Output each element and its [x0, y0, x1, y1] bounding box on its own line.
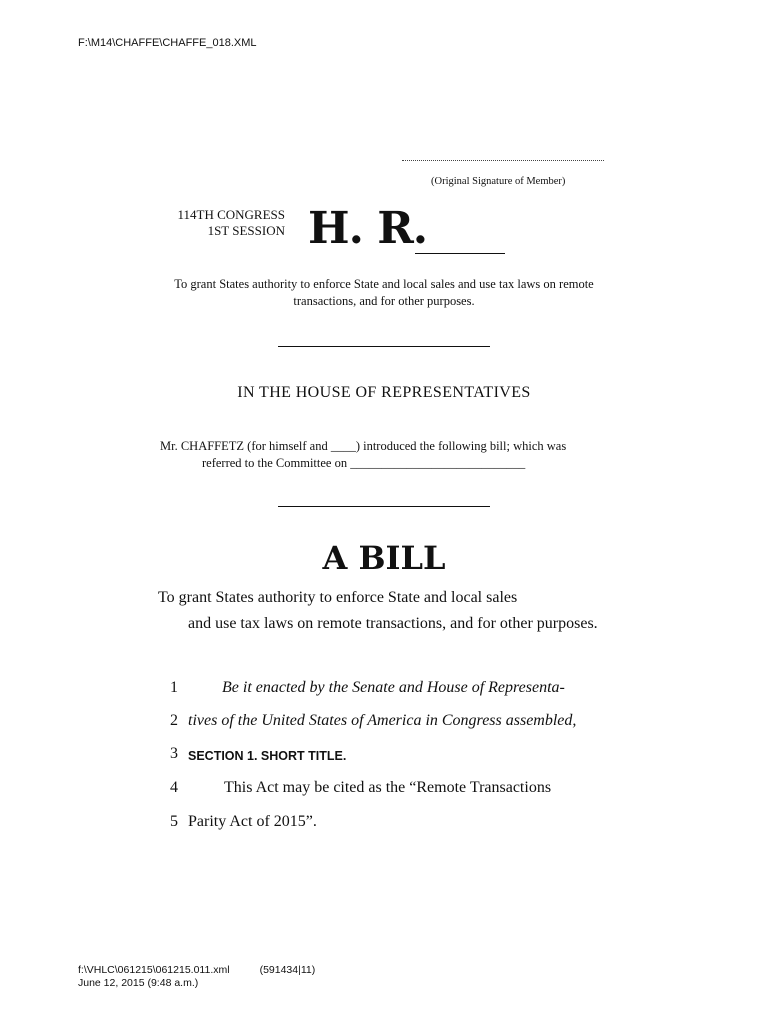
introduction-line-1: Mr. CHAFFETZ (for himself and ____) introduced the following bill; which was [160, 439, 567, 453]
chamber-heading: IN THE HOUSE OF REPRESENTATIVES [237, 384, 531, 401]
long-title-first: To grant States authority to enforce State and local sales [158, 589, 518, 606]
session-label: 1ST SESSION [207, 223, 285, 238]
short-title-line-1: This Act may be cited as the “Remote Transactions [224, 779, 552, 796]
introduction-line-2: referred to the Committee on ____________________________ [202, 456, 526, 470]
line-number: 4 [170, 779, 178, 796]
signature-line [402, 160, 604, 161]
bill-heading: A BILL [322, 539, 446, 577]
footer-id: (591434|11) [259, 964, 316, 976]
bill-number: H. R. [308, 203, 428, 254]
enacting-clause-line-1: Be it enacted by the Senate and House of Representa- [222, 679, 565, 696]
congress-session [158, 207, 285, 239]
footer-timestamp: June 12, 2015 (9:48 a.m.) [78, 977, 199, 989]
divider-top [278, 346, 490, 347]
line-number: 2 [170, 712, 178, 729]
divider-bottom [278, 506, 490, 507]
purpose-summary: To grant States authority to enforce State and local sales and use tax laws on remote transactions, and for other purposes. [174, 277, 594, 308]
long-title [158, 585, 610, 637]
footer [78, 964, 315, 990]
line-number: 1 [170, 679, 178, 696]
line-number: 3 [170, 745, 178, 762]
signature-caption: (Original Signature of Member) [431, 176, 566, 187]
enacting-clause-line-2: tives of the United States of America in Congress assembled, [188, 712, 577, 729]
short-title-line-2: Parity Act of 2015”. [188, 813, 317, 830]
footer-file: f:\VHLC\061215\061215.011.xml [78, 964, 230, 976]
congress-label: 114TH CONGRESS [177, 207, 285, 222]
section-heading: SECTION 1. SHORT TITLE. [188, 749, 347, 763]
line-number: 5 [170, 813, 178, 830]
bill-number-blank [415, 253, 505, 254]
introduction [160, 438, 610, 472]
long-title-rest: and use tax laws on remote transactions, and for other purposes. [188, 615, 598, 632]
file-path: F:\M14\CHAFFE\CHAFFE_018.XML [78, 37, 257, 49]
